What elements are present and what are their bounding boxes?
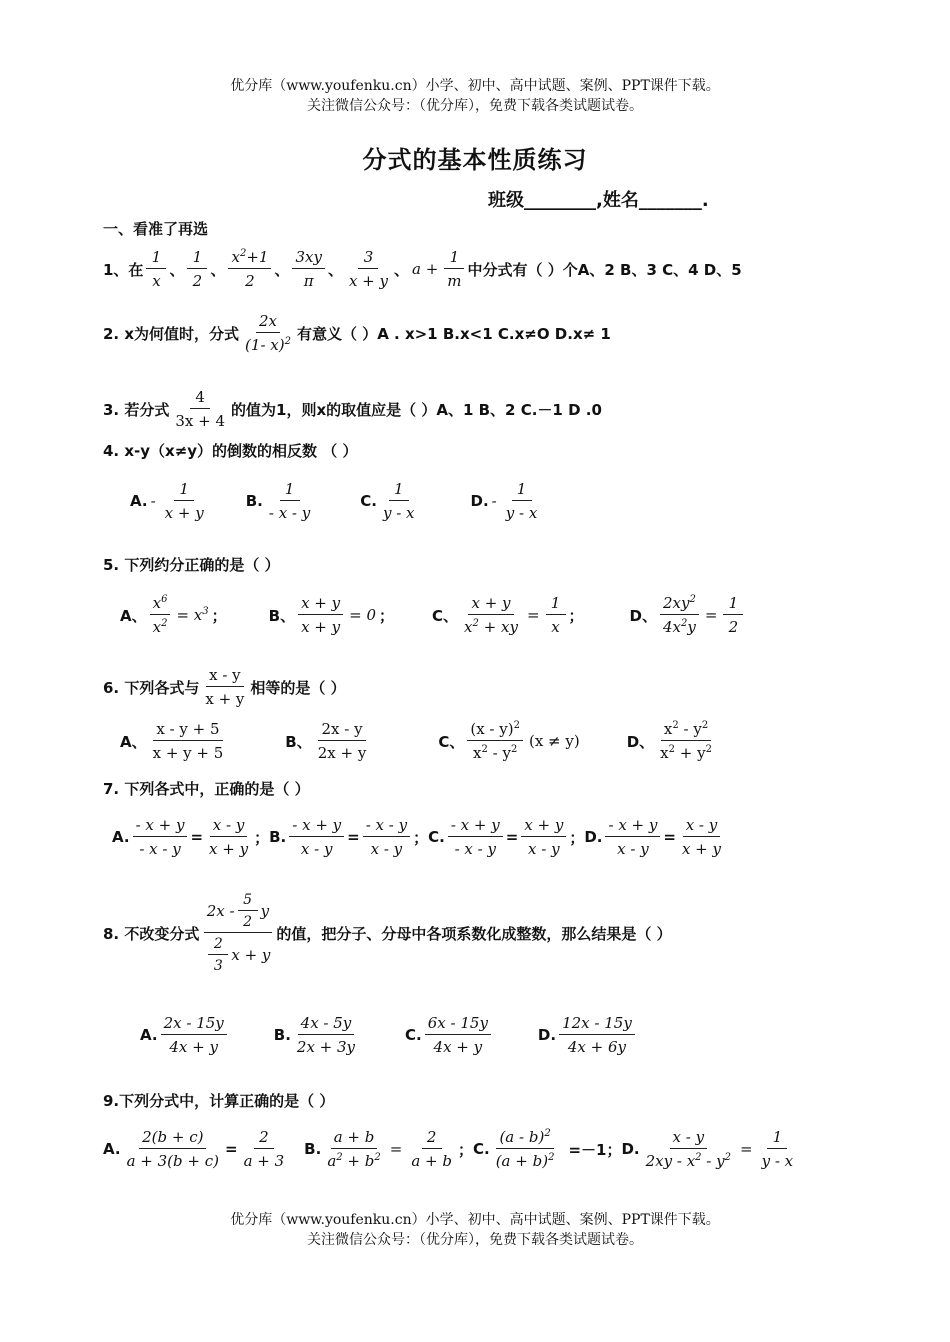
- q7-option-c-left: $\frac{- x + y}{- x - y}$: [448, 816, 503, 858]
- q6-expr: $\frac{x - y}{x + y}$: [205, 666, 245, 708]
- q5-label-a: A、: [120, 606, 147, 625]
- q1-prefix: 1、在: [103, 260, 144, 279]
- q9-label-d: D.: [621, 1140, 640, 1158]
- q8-option-c: $\frac{6x - 15y}{4x + y}$: [425, 1014, 491, 1056]
- class-name-line: 班级________,姓名_______.: [488, 190, 709, 211]
- question-2: [103, 312, 611, 354]
- q4-label-b: B.: [245, 492, 263, 510]
- q8-option-b: $\frac{4x - 5y}{2x + 3y}$: [296, 1014, 356, 1056]
- q9-options: A. $\frac{2(b + c)}{a + 3(b + c)}$ = $\frac{2}{a + 3}$ B. $\frac{a + b}{a^2 + b^2}$ = $\frac{2}{a + b}$ ； C. $\frac{(a - b)^2}{(a + b)^2}$ =－1； D. $\frac{x - y}{2xy - x^2 - y^2}$ = $\frac{1}{y - x}$: [103, 1128, 799, 1170]
- q5-options: A、 $\frac{x^6}{x^2}$ = $x^3$ ； B、 $\frac{x + y}{x + y}$ = 0 ； C、 $\frac{x + y}{x^2 + xy}$ = $\frac{1}{x}$ ； D、 $\frac{2xy^2}{4x^2y}$ = $\frac{1}{2}$: [120, 594, 746, 636]
- question-1: 1、在 $\frac{1}{x}$ 、 $\frac{1}{2}$ 、 $\frac{x^2+1}{2}$ 、 $\frac{3xy}{\pi}$ 、 $\frac{3}{x + y}$ 、 a + $\frac{1}{m}$ 中分式有（ ）个A、2 B、3 C、4 D、5: [103, 248, 742, 290]
- q6-suffix: 相等的是（ ）: [250, 678, 346, 697]
- q3-suffix: 的值为1，则x的取值应是（ ）A、1 B、2 C.－1 D .0: [231, 400, 602, 419]
- q6-label-d: D、: [626, 732, 655, 751]
- q8-label-a: A.: [140, 1026, 158, 1044]
- q9-option-d-left: $\frac{x - y}{2xy - x^2 - y^2}$: [645, 1128, 731, 1170]
- q4-option-b: $\frac{1}{- x - y}$: [268, 480, 311, 522]
- q9-option-c: $\frac{(a - b)^2}{(a + b)^2}$: [495, 1128, 555, 1170]
- question-8: [103, 892, 672, 974]
- q6-option-d: $\frac{x^2 - y^2}{x^2 + y^2}$: [660, 720, 712, 762]
- q2-expr: $\frac{2x}{(1- x)^2}$: [245, 312, 291, 354]
- q8-option-a: $\frac{2x - 15y}{4x + y}$: [161, 1014, 227, 1056]
- q4-label-c: C.: [360, 492, 377, 510]
- footer-line-1: 优分库（www.youfenku.cn）小学、初中、高中试题、案例、PPT课件下载。: [230, 1212, 720, 1228]
- q7-option-a-left: $\frac{- x + y}{- x - y}$: [133, 816, 188, 858]
- q5-label-d: D、: [629, 606, 657, 625]
- q9-label-c: C.: [472, 1140, 490, 1158]
- question-5: 5. 下列约分正确的是（ ）: [103, 556, 280, 574]
- q4-option-a: $\frac{1}{x + y}$: [164, 480, 204, 522]
- q2-suffix: 有意义（ ）A . x>1 B.x<1 C.x≠O D.x≠ 1: [296, 324, 611, 343]
- q5-label-c: C、: [432, 606, 459, 625]
- q7-label-a: A.: [112, 828, 130, 846]
- q5-option-b: $\frac{x + y}{x + y}$: [298, 594, 343, 636]
- q8-label-d: D.: [537, 1026, 557, 1044]
- header-line-2: 关注微信公众号：（优分库），免费下载各类试题试卷。: [307, 98, 643, 114]
- q1-expr-6: $\frac{1}{m}$: [444, 248, 464, 290]
- q9-option-d-right: $\frac{1}{y - x}$: [761, 1128, 794, 1170]
- q6-prefix: 6. 下列各式与: [103, 678, 200, 697]
- q3-expr: $\frac{4}{3x + 4}$: [175, 388, 226, 430]
- q7-option-b-right: $\frac{- x - y}{x - y}$: [363, 816, 410, 858]
- q7-option-a-right: $\frac{x - y}{x + y}$: [209, 816, 249, 858]
- question-3: [103, 388, 602, 430]
- q8-expr: 2x - $\frac{5}{2}$ y $\frac{2}{3}$ x + y: [202, 892, 273, 974]
- q4-option-c: $\frac{1}{y - x}$: [382, 480, 415, 522]
- q9-option-b-left: $\frac{a + b}{a^2 + b^2}$: [327, 1128, 381, 1170]
- q4-option-d: $\frac{1}{y - x}$: [505, 480, 538, 522]
- q7-option-d-left: $\frac{- x + y}{x - y}$: [605, 816, 660, 858]
- page-title: 分式的基本性质练习: [362, 146, 588, 174]
- question-7: 7. 下列各式中，正确的是（ ）: [103, 780, 310, 798]
- q7-option-b-left: $\frac{- x + y}{x - y}$: [289, 816, 344, 858]
- q9-option-b-right: $\frac{2}{a + b}$: [411, 1128, 452, 1170]
- q5-option-d: $\frac{2xy^2}{4x^2y}$: [660, 594, 699, 636]
- footer-line-2: 关注微信公众号：（优分库），免费下载各类试题试卷。: [307, 1232, 643, 1248]
- question-9: 9.下列分式中，计算正确的是（ ）: [103, 1092, 335, 1110]
- q8-options: [140, 1014, 638, 1056]
- q8-prefix: 8. 不改变分式: [103, 924, 200, 943]
- q4-options: A. - $\frac{1}{x + y}$ B. $\frac{1}{- x - y}$ C. $\frac{1}{y - x}$ D. - $\frac{1}{y - x}$: [130, 480, 543, 522]
- q1-expr-5: $\frac{3}{x + y}$: [348, 248, 388, 290]
- q6-label-c: C、: [438, 732, 465, 751]
- q7-label-c: C.: [428, 828, 445, 846]
- q6-label-a: A、: [120, 732, 147, 751]
- q1-suffix: 中分式有（ ）个A、2 B、3 C、4 D、5: [467, 260, 742, 279]
- q5-option-a: $\frac{x^6}{x^2}$: [150, 594, 171, 636]
- q1-expr-4: $\frac{3xy}{\pi}$: [292, 248, 324, 290]
- q8-suffix: 的值，把分子、分母中各项系数化成整数，那么结果是（ ）: [276, 924, 672, 943]
- q6-option-c: $\frac{(x - y)^2}{x^2 - y^2}$: [467, 720, 523, 762]
- q9-option-a-right: $\frac{2}{a + 3}$: [243, 1128, 285, 1170]
- q4-label-d: D.: [470, 492, 489, 510]
- q1-expr-1: $\frac{1}{x}$: [146, 248, 166, 290]
- q7-option-d-right: $\frac{x - y}{x + y}$: [681, 816, 721, 858]
- q7-label-b: B.: [269, 828, 287, 846]
- section-heading: 一、看准了再选: [103, 220, 209, 238]
- q8-label-b: B.: [273, 1026, 291, 1044]
- q6-option-a: $\frac{x - y + 5}{x + y + 5}$: [152, 720, 224, 762]
- header-line-1: 优分库（www.youfenku.cn）小学、初中、高中试题、案例、PPT课件下载。: [230, 78, 720, 94]
- q5-option-c: $\frac{x + y}{x^2 + xy}$: [464, 594, 518, 636]
- q9-option-a-left: $\frac{2(b + c)}{a + 3(b + c)}$: [126, 1128, 219, 1170]
- q6-options: A、 $\frac{x - y + 5}{x + y + 5}$ B、 $\frac{2x - y}{2x + y}$ C、 $\frac{(x - y)^2}{x^2 - y^2}$ (x ≠ y) D、 $\frac{x^2 - y^2}{x^2 + y^2}$: [120, 720, 718, 762]
- q6-option-b: $\frac{2x - y}{2x + y}$: [317, 720, 367, 762]
- q7-label-d: D.: [584, 828, 603, 846]
- q3-prefix: 3. 若分式: [103, 400, 170, 419]
- q1-expr-2: $\frac{1}{2}$: [187, 248, 207, 290]
- q5-label-b: B、: [268, 606, 296, 625]
- q7-option-c-right: $\frac{x + y}{x - y}$: [521, 816, 566, 858]
- question-4: 4. x-y（x≠y）的倒数的相反数 （ ）: [103, 442, 358, 460]
- q6-label-b: B、: [285, 732, 312, 751]
- q8-label-c: C.: [405, 1026, 422, 1044]
- q2-prefix: 2. x为何值时，分式: [103, 324, 240, 343]
- q8-option-d: $\frac{12x - 15y}{4x + 6y}$: [559, 1014, 635, 1056]
- q7-options: A. $\frac{- x + y}{- x - y}$ = $\frac{x - y}{x + y}$ ； B. $\frac{- x + y}{x - y}$ = $\frac{- x - y}{x - y}$ ； C. $\frac{- x + y}{- x - y}$ = $\frac{x + y}{x - y}$ ； D. $\frac{- x + y}{x - y}$ = $\frac{x - y}{x + y}$: [112, 816, 727, 858]
- q1-expr-3: $\frac{x^2+1}{2}$: [228, 248, 271, 290]
- q9-label-b: B.: [304, 1140, 322, 1158]
- q9-label-a: A.: [103, 1140, 121, 1158]
- question-6: [103, 666, 346, 708]
- q4-label-a: A.: [130, 492, 148, 510]
